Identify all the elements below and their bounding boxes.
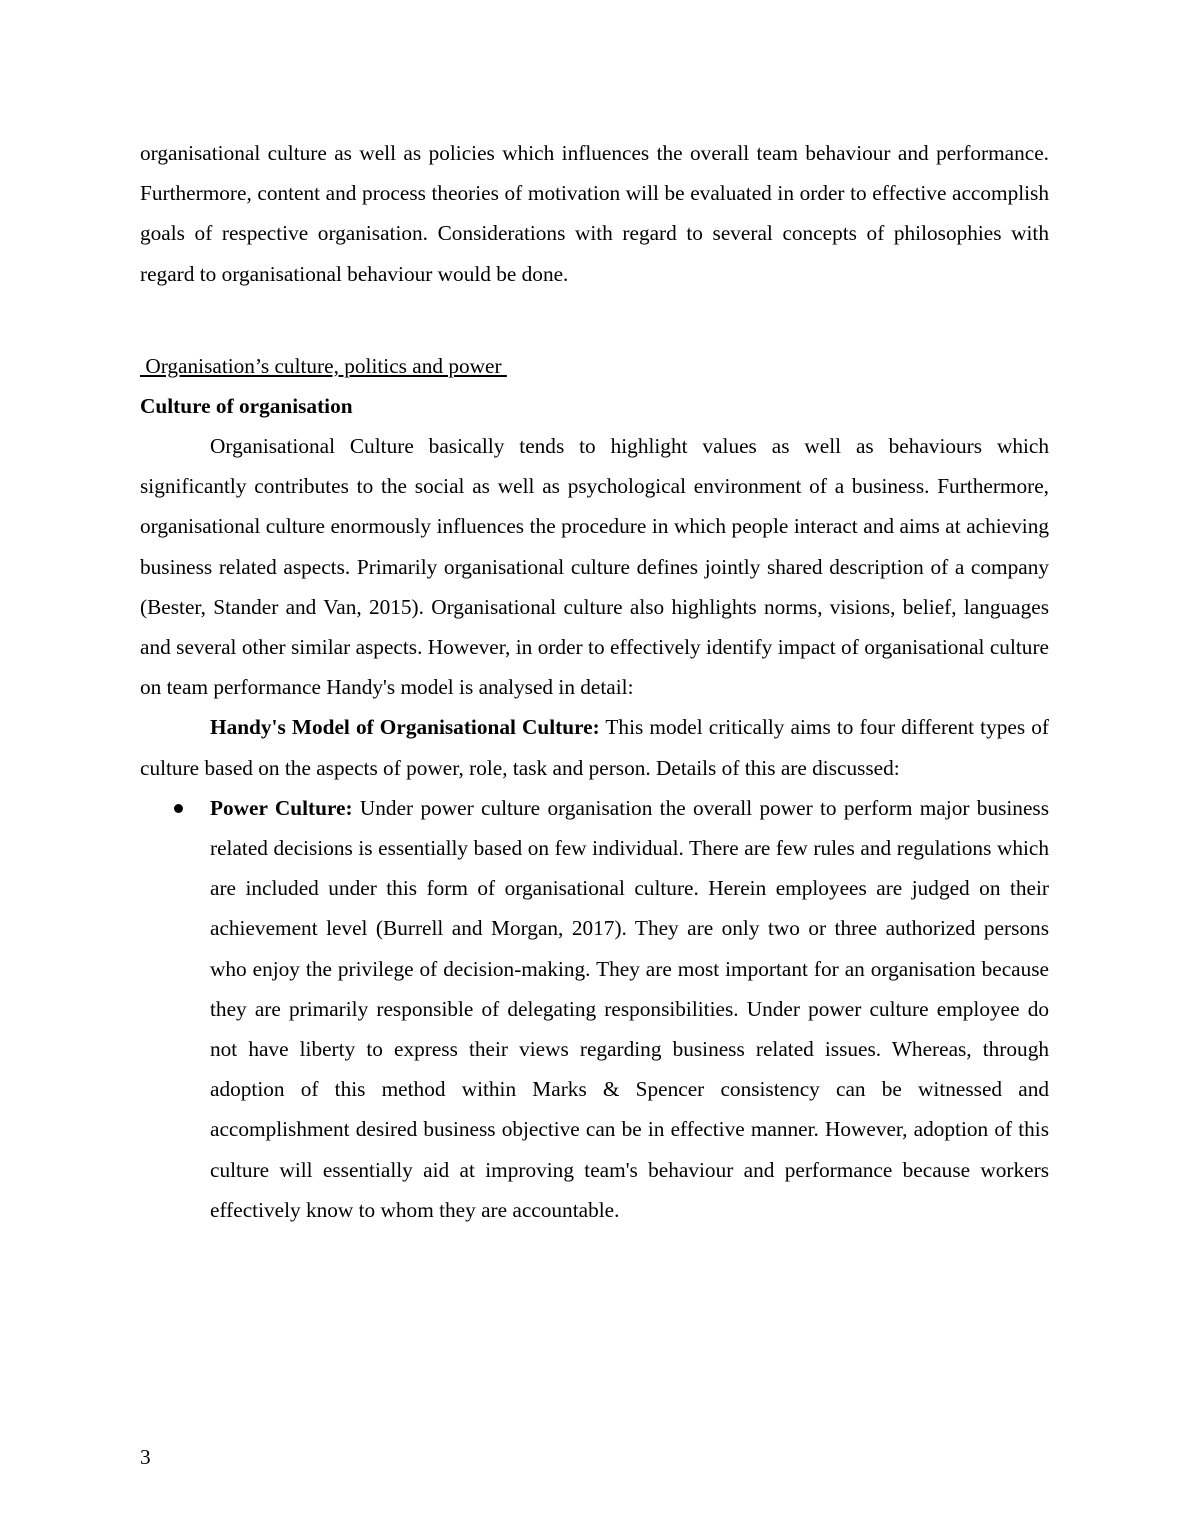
subheading-culture: Culture of organisation [140, 394, 353, 419]
handy-model-text: This model critically aims to four different types of culture based on the aspects of power, role, task and person. Details of this are discussed: [140, 715, 1049, 780]
bullet-text: Under power culture organisation the overall power to perform major business related decisions is essentially based on few individual. There are few rules and regulations which are included under this form of organisational culture. Herein employees are judged on their achievement level (Burrell and Morgan, 2017). They are only two or three authorized persons who enjoy the privilege of decision-making. They are most important for an organisation because they are primarily responsible of delegating responsibilities. Under power culture employee do not have liberty to express their views regarding business related issues. Whereas, through adoption of this method within Marks & Spencer consistency can be witnessed and accomplishment desired business objective can be in effective manner. However, adoption of this culture will essentially aid at improving team's behaviour and performance because workers effectively know to whom they are accountable. [210, 795, 1049, 1222]
intro-paragraph: organisational culture as well as policies which influences the overall team behaviour and performance. Furthermore, content and process theories of motivation will be evaluated in order to effective accomplish goals of respective organisation. Considerations with regard to several concepts of philosophies with regard to organisational behaviour would be done. [140, 141, 1049, 286]
bullet-icon [174, 804, 183, 813]
bullet-label: Power Culture: [210, 795, 353, 820]
handy-model-paragraph [140, 707, 1049, 787]
document-page [140, 133, 1049, 1230]
list-item [140, 788, 1049, 1230]
handy-model-label: Handy's Model of Organisational Culture: [210, 715, 600, 740]
paragraph-spacer [140, 294, 1049, 346]
page-number: 3 [140, 1445, 151, 1469]
culture-paragraph: Organisational Culture basically tends to highlight values as well as behaviours which significantly contributes to the social as well as psychological environment of a business. Furthermore, organisational culture enormously influences the procedure in which people interact and aims at achieving business related aspects. Primarily organisational culture defines jointly shared description of a company (Bester, Stander and Van, 2015). Organisational culture also highlights norms, visions, belief, languages and several other similar aspects. However, in order to effectively identify impact of organisational culture on team performance Handy's model is analysed in detail: [140, 434, 1049, 700]
culture-types-list [140, 788, 1049, 1230]
section-heading: Organisation’s culture, politics and power [140, 353, 507, 378]
